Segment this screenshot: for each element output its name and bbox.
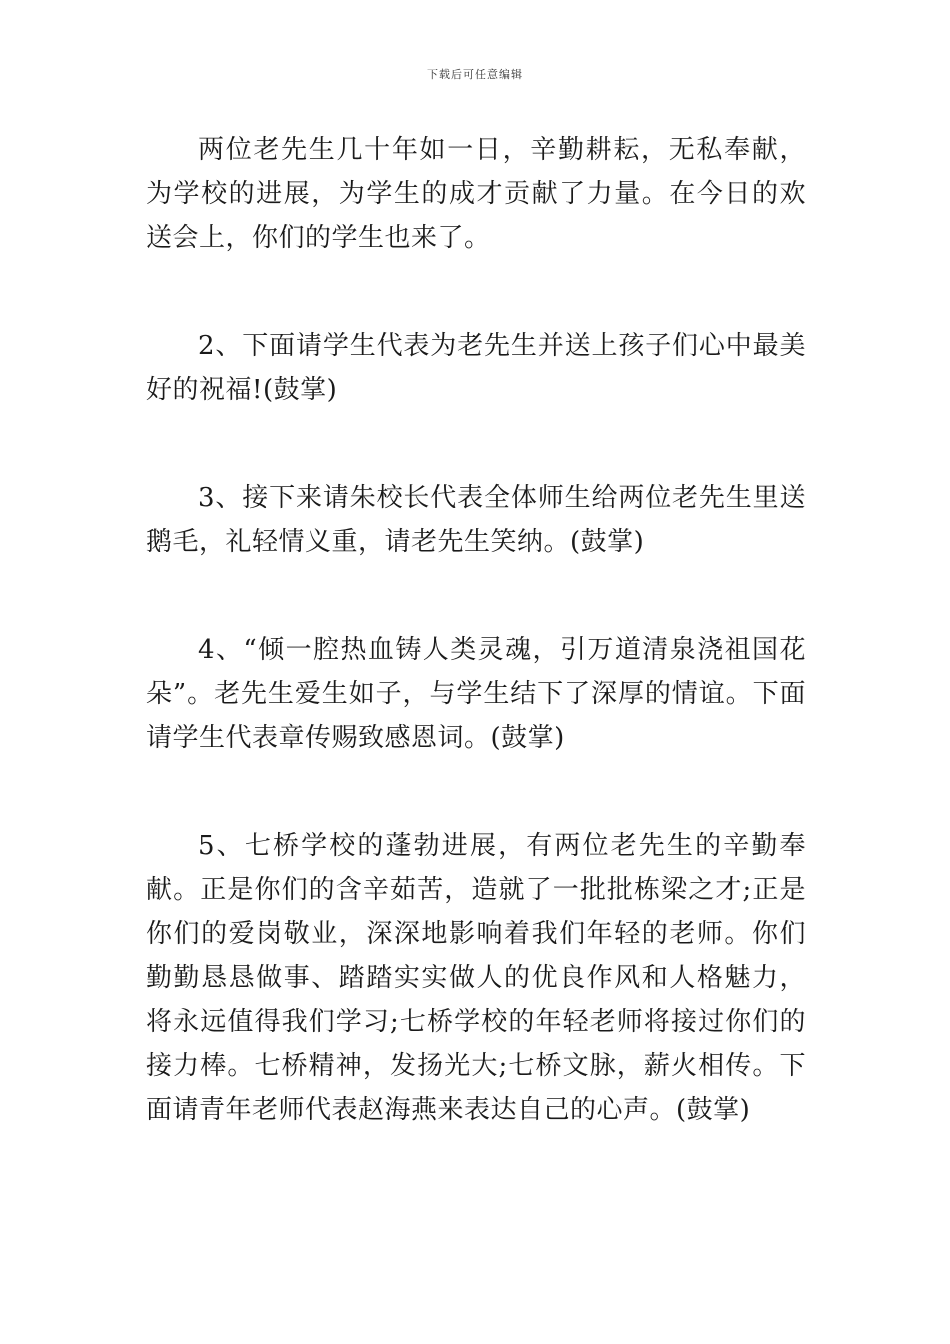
paragraph-item-3: 3、接下来请朱校长代表全体师生给两位老先生里送鹅毛，礼轻情义重，请老先生笑纳。(鼓掌) [146,483,806,557]
download-note: 下载后可任意编辑 [427,68,523,81]
paragraph-item-2: 2、下面请学生代表为老先生并送上孩子们心中最美好的祝福!(鼓掌) [146,331,806,405]
paragraph-item-4: 4、“倾一腔热血铸人类灵魂，引万道清泉浇祖国花朵”。老先生爱生如子，与学生结下了深厚的情谊。下面请学生代表章传赐致感恩词。(鼓掌) [146,635,806,753]
paragraph-intro: 两位老先生几十年如一日，辛勤耕耘，无私奉献，为学校的进展，为学生的成才贡献了力量。在今日的欢送会上，你们的学生也来了。 [146,135,806,253]
paragraph-item-5: 5、七桥学校的蓬勃进展，有两位老先生的辛勤奉献。正是你们的含辛茹苦，造就了一批批栋梁之才;正是你们的爱岗敬业，深深地影响着我们年轻的老师。你们勤勤恳恳做事、踏踏实实做人的优良作风和人格魅力，将永远值得我们学习;七桥学校的年轻老师将接过你们的接力棒。七桥精神，发扬光大;七桥文脉，薪火相传。下面请青年老师代表赵海燕来表达自己的心声。(鼓掌) [146,831,806,1125]
document-body [146,128,806,1132]
